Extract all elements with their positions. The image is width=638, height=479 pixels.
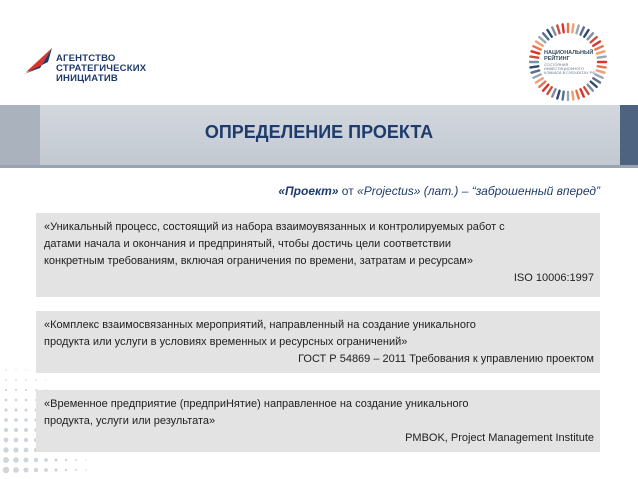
rating-ring-dash bbox=[530, 57, 538, 58]
decorative-dot bbox=[15, 379, 17, 381]
rating-ring-icon bbox=[528, 22, 608, 102]
decorative-dot bbox=[35, 379, 36, 380]
decorative-dot bbox=[4, 438, 9, 443]
decorative-dot bbox=[24, 448, 29, 453]
definition-text-line: «Уникальный процесс, состоящий из набора взаимоувязанных и контролируемых работ с bbox=[44, 221, 505, 233]
decorative-dot bbox=[15, 369, 16, 370]
term-origin: «Projectus» (лат.) – “заброшенный вперед” bbox=[357, 184, 600, 198]
rating-ring-dash bbox=[533, 74, 540, 77]
decorative-dot bbox=[3, 457, 9, 463]
decorative-dot bbox=[5, 369, 6, 370]
rating-logo-sub1: СОСТОЯНИЯ bbox=[544, 63, 569, 67]
rating-ring-dash bbox=[598, 57, 606, 58]
national-rating-logo bbox=[528, 22, 608, 102]
asi-logo-line2: СТРАТЕГИЧЕСКИХ bbox=[56, 63, 147, 74]
page-title: ОПРЕДЕЛЕНИЕ ПРОЕКТА bbox=[204, 122, 434, 142]
rating-logo-sub3: КЛИМАТА В СУБЪЕКТАХ РФ bbox=[544, 71, 596, 76]
decorative-dot bbox=[13, 447, 18, 452]
rating-ring-dash bbox=[580, 89, 583, 96]
rating-ring-dash bbox=[557, 26, 559, 34]
decorative-dot bbox=[24, 408, 27, 411]
definition-text-line: продукта, услуги или результата» bbox=[44, 415, 216, 427]
definition-source: ISO 10006:1997 bbox=[513, 272, 594, 284]
definition-text-line: продукта или услуги в условиях временных и ресурсных ограничений» bbox=[44, 336, 408, 348]
header-band-divider bbox=[0, 165, 638, 168]
rating-ring-dash bbox=[539, 37, 545, 42]
rating-ring-dash bbox=[543, 33, 548, 39]
asi-logo-line3: ИНИЦИАТИВ bbox=[56, 73, 118, 84]
decorative-dot bbox=[34, 468, 38, 472]
decorative-dot bbox=[4, 408, 7, 411]
term-from: от bbox=[341, 184, 354, 198]
rating-ring-dash bbox=[588, 33, 593, 39]
rating-ring-dash bbox=[563, 92, 564, 100]
decorative-dot bbox=[24, 428, 28, 432]
rating-ring-dash bbox=[572, 24, 573, 32]
rating-logo-sub2: ИНВЕСТИЦИОННОГО bbox=[544, 67, 584, 72]
decorative-dot bbox=[3, 447, 8, 452]
decorative-dot bbox=[23, 467, 28, 472]
etymology-line bbox=[0, 184, 600, 198]
decorative-dot bbox=[14, 418, 18, 422]
rating-ring-dash bbox=[532, 70, 540, 72]
decorative-dot bbox=[4, 418, 8, 422]
decorative-dot bbox=[5, 389, 7, 391]
definition-card-gost bbox=[36, 311, 600, 373]
definition-text-line: «Комплекс взаимосвязанных мероприятий, направленный на создание уникального bbox=[44, 319, 476, 331]
decorative-dot bbox=[65, 459, 68, 462]
rating-ring-dash bbox=[591, 37, 597, 42]
decorative-dot bbox=[25, 399, 28, 402]
decorative-dot bbox=[44, 458, 48, 462]
decorative-dot bbox=[34, 458, 38, 462]
decorative-dot bbox=[15, 399, 18, 402]
rating-ring-dash bbox=[530, 66, 538, 67]
decorative-dot bbox=[75, 459, 77, 461]
rating-ring-dash bbox=[593, 78, 600, 82]
decorative-dot bbox=[3, 467, 9, 473]
decorative-dot bbox=[45, 379, 46, 380]
decorative-dot bbox=[14, 428, 18, 432]
rating-logo-line2: РЕЙТИНГ bbox=[544, 56, 570, 62]
rating-ring-dash bbox=[533, 46, 540, 49]
decorative-dot bbox=[96, 470, 97, 471]
asi-logo bbox=[22, 44, 152, 104]
rating-ring-dash bbox=[552, 89, 555, 96]
decorative-dot bbox=[5, 399, 8, 402]
decorative-dot bbox=[85, 459, 86, 460]
rating-ring-dash bbox=[591, 82, 597, 87]
rating-logo-subtitle bbox=[544, 63, 598, 76]
rating-ring-dash bbox=[539, 82, 545, 87]
decorative-dot bbox=[54, 468, 57, 471]
rating-logo-title bbox=[544, 50, 598, 62]
asi-logo-text bbox=[56, 54, 146, 84]
decorative-dot bbox=[14, 408, 17, 411]
decorative-dot bbox=[24, 438, 28, 442]
definition-card-iso bbox=[36, 213, 600, 297]
rating-ring-dash bbox=[580, 27, 583, 34]
rating-ring-dash bbox=[557, 91, 559, 99]
decorative-dot bbox=[4, 428, 8, 432]
rating-ring-dash bbox=[547, 87, 551, 94]
rating-ring-dash bbox=[588, 85, 593, 91]
decorative-dot bbox=[14, 438, 19, 443]
definition-card-pmbok bbox=[36, 390, 600, 452]
rating-ring-dash bbox=[598, 66, 606, 67]
rating-ring-dash bbox=[536, 41, 543, 45]
decorative-dot bbox=[85, 469, 86, 470]
rating-logo-line1: НАЦИОНАЛЬНЫЙ bbox=[544, 50, 594, 56]
rating-ring-dash bbox=[552, 27, 555, 34]
rating-ring-dash bbox=[572, 92, 573, 100]
decorative-dot bbox=[6, 360, 7, 361]
decorative-dot bbox=[25, 389, 27, 391]
term-project: «Проект» bbox=[278, 184, 339, 198]
decorative-dot bbox=[5, 379, 7, 381]
rating-ring-dash bbox=[593, 41, 600, 45]
rating-ring-dash bbox=[584, 87, 588, 94]
decorative-dot bbox=[44, 468, 48, 472]
decorative-dot bbox=[25, 379, 27, 381]
asi-logo-line1: АГЕНТСТВО bbox=[56, 53, 116, 64]
decorative-dot bbox=[96, 460, 97, 461]
decorative-dot bbox=[16, 360, 17, 361]
decorative-dot bbox=[54, 458, 57, 461]
rating-ring-dash bbox=[547, 30, 551, 37]
rating-ring-dash bbox=[576, 91, 578, 99]
definition-text-line: конкретным требованиям, включая ограничения по времени, затратам и ресурсам» bbox=[44, 255, 473, 267]
asi-logo-mark-icon bbox=[22, 46, 56, 76]
decorative-dot bbox=[23, 457, 28, 462]
decorative-dot bbox=[75, 469, 77, 471]
definition-text-line: датами начала и окончания и предпринятый, чтобы достичь цели соответствии bbox=[44, 238, 452, 250]
decorative-dot bbox=[15, 389, 17, 391]
definition-text-line: «Временное предприятие (предприНятие) направленное на создание уникального bbox=[44, 398, 469, 410]
rating-ring-dash bbox=[532, 51, 540, 53]
rating-ring-dash bbox=[576, 26, 578, 34]
decorative-dot bbox=[25, 369, 26, 370]
decorative-dot bbox=[24, 418, 28, 422]
rating-ring-dash bbox=[543, 85, 548, 91]
decorative-dot bbox=[13, 457, 19, 463]
decorative-dot bbox=[65, 469, 68, 472]
decorative-dot bbox=[26, 360, 27, 361]
definition-source: PMBOK, Project Management Institute bbox=[405, 432, 594, 444]
decorative-dot bbox=[56, 380, 57, 381]
definition-source: ГОСТ Р 54869 – 2011 Требования к управлению проектом bbox=[298, 353, 594, 365]
rating-ring-dash bbox=[584, 30, 588, 37]
rating-ring-dash bbox=[536, 78, 543, 82]
rating-ring-dash bbox=[563, 24, 564, 32]
decorative-dot bbox=[13, 467, 19, 473]
